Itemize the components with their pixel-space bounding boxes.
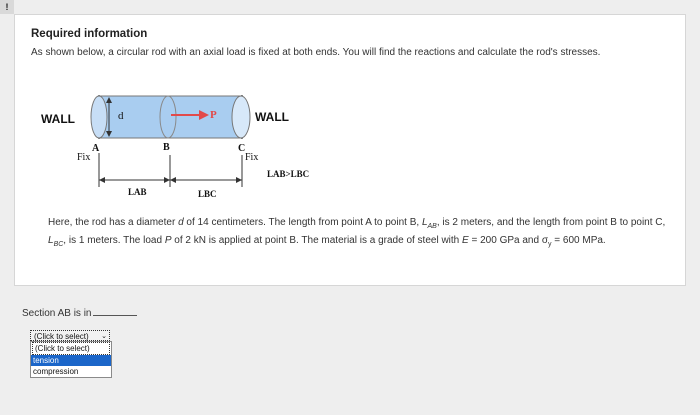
length-bc-label: LBC (198, 189, 217, 199)
fix-right-label: Fix (245, 152, 259, 163)
section-ab-question (22, 306, 137, 319)
option-compression[interactable]: compression (33, 367, 79, 376)
answer-blank (93, 306, 137, 316)
rod-diagram (15, 15, 685, 215)
question-card (14, 14, 686, 286)
problem-text-6: = 200 GPa and σ (468, 235, 548, 246)
var-lab: L (421, 217, 428, 228)
problem-text-3: , is 2 meters, and the length from point B to point C, (436, 217, 666, 228)
var-p: P (164, 235, 172, 246)
dim-arrow-ab-right (164, 177, 170, 183)
chevron-down-icon[interactable]: ⌄ (101, 333, 107, 340)
alert-icon: ! (0, 0, 14, 14)
point-a-label: A (92, 143, 100, 154)
length-relation-label: LAB>LBC (267, 169, 310, 179)
answer-select[interactable] (30, 330, 110, 341)
section-ab-label: Section AB is in (22, 308, 92, 319)
dim-arrow-bc-left (170, 177, 176, 183)
problem-text-7: = 600 MPa. (551, 235, 606, 246)
diameter-label: d (118, 110, 124, 122)
problem-text-2: of 14 centimeters. The length from point A to point B, (183, 217, 422, 228)
length-ab-label: LAB (128, 187, 147, 197)
problem-text-4: , is 1 meters. The load (63, 235, 165, 246)
intro-text: As shown below, a circular rod with an axial load is fixed at both ends. You will find the reactions and calculate the rod's stresses. (31, 47, 601, 58)
problem-text-5: of 2 kN is applied at point B. The material is a grade of steel with (171, 235, 463, 246)
var-d: d (178, 217, 184, 228)
dim-arrow-ab-left (99, 177, 105, 183)
problem-statement (48, 216, 673, 252)
var-lbc-sub: BC (53, 241, 64, 248)
dim-arrow-bc-right (236, 177, 242, 183)
problem-text-1: Here, the rod has a diameter (48, 217, 179, 228)
option-tension[interactable]: tension (31, 355, 111, 366)
wall-right-label: WALL (255, 110, 289, 124)
var-e: E (462, 235, 469, 246)
point-b-label: B (163, 142, 170, 153)
answer-options-list (30, 341, 112, 378)
fix-left-label: Fix (77, 152, 91, 163)
option-click-to-select[interactable]: (Click to select) (32, 342, 110, 355)
answer-select-value: (Click to select) (34, 332, 89, 341)
var-lab-sub: AB (427, 223, 437, 230)
var-lbc: L (48, 235, 54, 246)
wall-left-label: WALL (41, 112, 75, 126)
load-p-label: P (210, 109, 217, 121)
required-information-title: Required information (31, 28, 148, 40)
point-c-label: C (238, 143, 246, 154)
rod-right-end (232, 96, 250, 138)
var-sigma-sub: y (548, 241, 552, 248)
rod-left-end (91, 96, 107, 138)
